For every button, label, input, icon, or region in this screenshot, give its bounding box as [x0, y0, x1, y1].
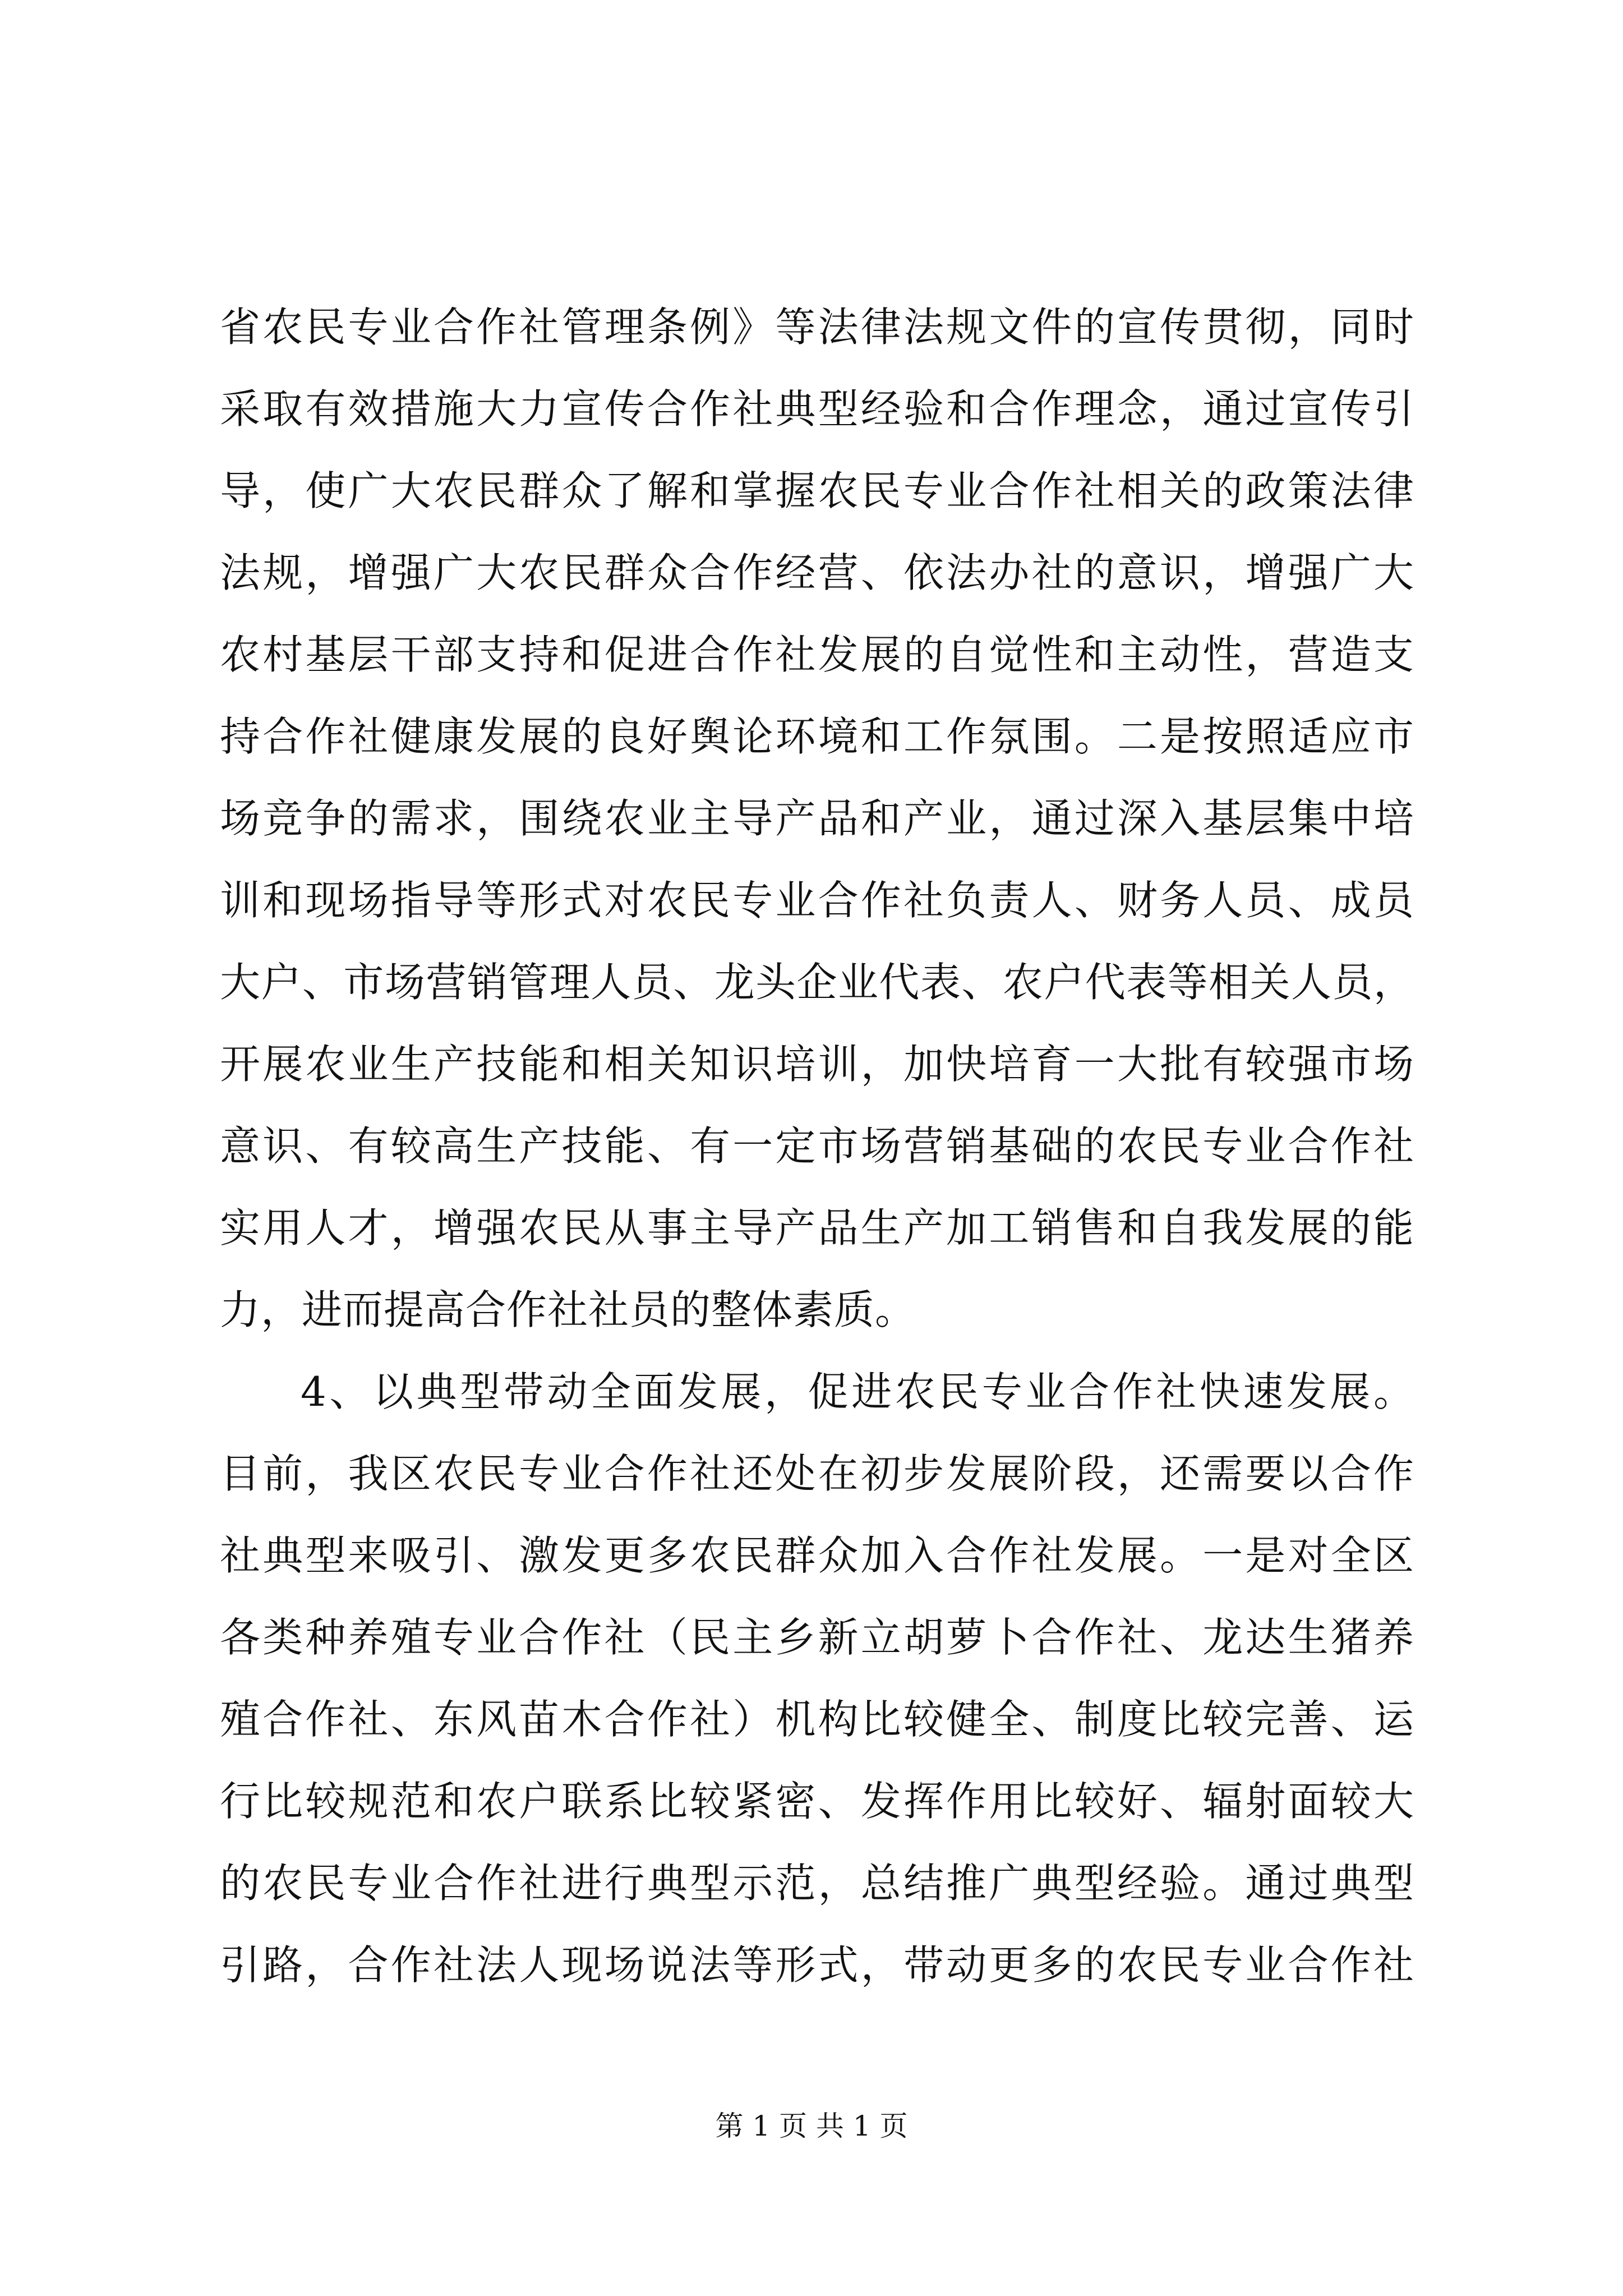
paragraph-1-line-12: 实用人才，增强农民从事主导产品生产加工销售和自我发展的能 — [220, 1204, 1414, 1251]
page-footer — [0, 2109, 1623, 2143]
paragraph-1-line-1: 省农民专业合作社管理条例》等法律法规文件的宣传贯彻，同时 — [220, 303, 1414, 351]
paragraph-1-line-8: 训和现场指导等形式对农民专业合作社负责人、财务人员、成员 — [220, 877, 1414, 924]
paragraph-1-line-13: 力，进而提高合作社社员的整体素质。 — [220, 1286, 916, 1333]
paragraph-1-line-9: 大户、市场营销管理人员、龙头企业代表、农户代表等相关人员， — [220, 959, 1414, 1006]
page-number-label: 第 1 页 共 1 页 — [715, 2110, 908, 2142]
paragraph-1-line-2: 采取有效措施大力宣传合作社典型经验和合作理念，通过宣传引 — [220, 385, 1414, 432]
paragraph-1-line-4: 法规，增强广大农民群众合作经营、依法办社的意识，增强广大 — [220, 549, 1414, 596]
paragraph-2-line-6: 行比较规范和农户联系比较紧密、发挥作用比较好、辐射面较大 — [220, 1778, 1414, 1825]
paragraph-2-line-8: 引路，合作社法人现场说法等形式，带动更多的农民专业合作社 — [220, 1941, 1414, 1989]
paragraph-2-line-1: 4、以典型带动全面发展，促进农民专业合作社快速发展。 — [301, 1368, 1414, 1415]
paragraph-1-line-5: 农村基层干部支持和促进合作社发展的自觉性和主动性，营造支 — [220, 631, 1414, 678]
paragraph-1-line-11: 意识、有较高生产技能、有一定市场营销基础的农民专业合作社 — [220, 1122, 1414, 1170]
paragraph-2-line-4: 各类种养殖专业合作社（民主乡新立胡萝卜合作社、龙达生猪养 — [220, 1614, 1414, 1661]
document-body — [220, 286, 1414, 2006]
paragraph-1-line-7: 场竞争的需求，围绕农业主导产品和产业，通过深入基层集中培 — [220, 795, 1414, 842]
paragraph-2-line-5: 殖合作社、东风苗木合作社）机构比较健全、制度比较完善、运 — [220, 1696, 1414, 1743]
paragraph-1-line-10: 开展农业生产技能和相关知识培训，加快培育一大批有较强市场 — [220, 1041, 1414, 1088]
paragraph-1-line-3: 导，使广大农民群众了解和掌握农民专业合作社相关的政策法律 — [220, 467, 1414, 514]
paragraph-2-line-7: 的农民专业合作社进行典型示范，总结推广典型经验。通过典型 — [220, 1860, 1414, 1907]
paragraph-2-line-2: 目前，我区农民专业合作社还处在初步发展阶段，还需要以合作 — [220, 1450, 1414, 1497]
paragraph-1-line-6: 持合作社健康发展的良好舆论环境和工作氛围。二是按照适应市 — [220, 713, 1414, 760]
paragraph-2-line-3: 社典型来吸引、激发更多农民群众加入合作社发展。一是对全区 — [220, 1532, 1414, 1579]
